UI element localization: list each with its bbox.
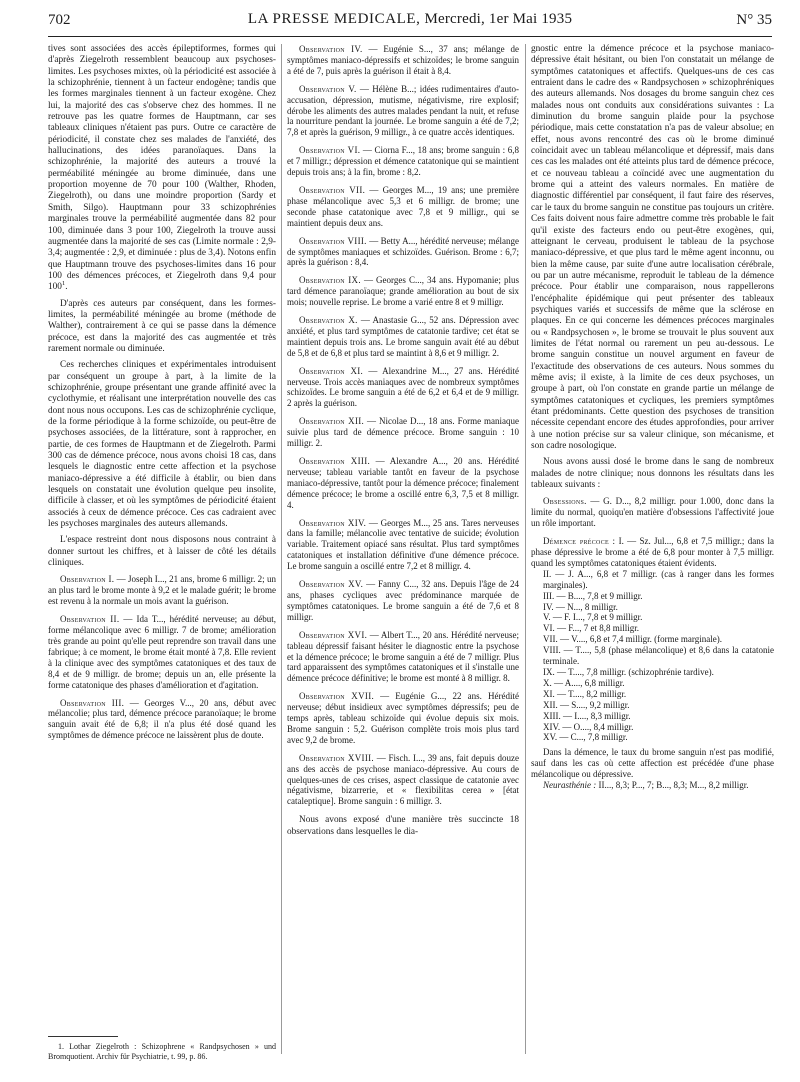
observation-heading: Observation III.: [60, 697, 125, 708]
column-divider: [525, 44, 526, 1054]
observation-text: — Georges M..., 25 ans. Tares nerveuses dans la famille; mélancolie avec tentative de suicide; évolution variable. Traitement opiacé sans résultat. Plus tard symptômes catatoniques et installation définitive d'une démence précoce. Le brome sanguin a oscillé entre 7,2 et 8 milligr. 4.: [287, 517, 520, 572]
observation-heading: Observation VII.: [299, 184, 366, 195]
paragraph: Ces recherches cliniques et expérimentales introduisent par conséquent un groupe à part, à la limite de la schizophrénie, groupe présentant une grande affinité avec la cyclothymie, et réalisant une interprétation nouvelle des cas dont nous nous occupons. Les cas de schizophrénie cyclique, de la forme périodique à la forme schizoïde, ou peut-être de psychoses associées, de la littérature, sont à rapprocher, en partie, de ces formes de Hauptmann et de Ziegelroth. Parmi 300 cas de démence précoce, nous avons choisi 18 cas, dans lesquels le diagnostic entre cette affection et la psychose maniaco-dépressive a été difficile à établir, ou bien dans lesquels on constatait une évolution quelque peu insolite, difficile à classer, et où les symptômes de périodicité étaient associés à ceux de démence précoce. Ces cas cadraient avec les psychoses marginales des auteurs allemands.: [48, 360, 276, 530]
observation-heading: Observation VIII.: [299, 235, 367, 246]
observation: [287, 84, 519, 139]
paragraph: Nous avons exposé d'une manière très succincte 18 observations dans lesquelles le dia-: [287, 815, 519, 837]
observation-heading: Observation XVII.: [299, 691, 375, 702]
observation-heading: Observation XI.: [299, 365, 364, 376]
observation-heading: Observation V.: [299, 83, 357, 94]
observation: [48, 614, 276, 690]
observation-text: — Betty A..., hérédité nerveuse; mélange de symptômes maniaques et schizoïdes. Guérison. Brome : 6,7; après la guérison : 8,4.: [287, 235, 519, 268]
results-list-item: IX. — T...., 7,8 milligr. (schizophrénie tardive).: [543, 667, 714, 677]
results-heading: Obsessions.: [543, 496, 587, 507]
observation: [287, 145, 519, 178]
observation: [287, 416, 519, 449]
observation: [287, 630, 519, 685]
observation-heading: Observation X.: [299, 315, 358, 326]
observation: [287, 366, 519, 410]
observation: [287, 185, 519, 229]
results-heading: Démence précoce :: [543, 536, 616, 547]
observation: [287, 275, 519, 308]
results-text: I. — Sz. Jul..., 6,8 et 7,5 milligr.; dans la phase dépressive le brome a été de 6,8 pour monter à 7,5 milligr. quand les symptômes catatoniques étaient évidents.: [531, 536, 774, 568]
observation: [287, 518, 519, 573]
observation-heading: Observation IX.: [299, 275, 361, 286]
issue-date: Mercredi, 1er Mai 1935: [424, 11, 573, 27]
observation: [48, 698, 276, 742]
observation: [287, 579, 519, 623]
observation-text: — Georges M..., 19 ans; une première phase mélancolique avec 5,3 et 6 milligr. de brome; une seconde phase catatonique avec 7,8 et 9 milligr., qui se maintient depuis deux ans.: [287, 184, 519, 228]
observation-heading: Observation XVI.: [299, 629, 368, 640]
results-list-item: II. — J. A..., 6,8 et 7 milligr. (cas à ranger dans les formes marginales).: [543, 568, 774, 590]
results-list-item: X. — A...., 6,8 milligr.: [543, 677, 625, 688]
observation: [287, 456, 519, 511]
observation-text: — Georges V..., 20 ans, début avec mélancolie; plus tard, démence précoce paranoïaque; le brome sanguin avait été de 6,8; il n'a plus été dosé quand les symptômes de démence précoce ne laissèrent plus de doute.: [48, 697, 276, 741]
observation: [287, 691, 519, 746]
results-list-item: VIII. — T...., 5,8 (phase mélancolique) et 8,6 dans la catatonie terminale.: [543, 645, 774, 667]
observation-heading: Observation IV.: [299, 44, 363, 54]
observation-heading: Observation XIII.: [299, 456, 371, 466]
observation-heading: Observation XIV.: [299, 517, 367, 528]
results-heading: Neurasthénie :: [543, 780, 597, 791]
results-list-item: VI. — F..., 7 et 8,8 milligr.: [543, 623, 640, 634]
footnote-ref: 1: [61, 280, 66, 288]
observation-text: — Albert T..., 20 ans. Hérédité nerveuse; tableau dépressif faisant hésiter le diagnostic entre la psychose et la démence précoce; le brome sanguin a été de 7 milligr. Plus tard apparaissent des symptômes catatoniques et il s'installe une démence précoce définitive; le brome est monté à 8 milligr. 8.: [287, 629, 520, 684]
column-divider: [281, 44, 282, 1054]
observation-heading: Observation I.: [60, 574, 115, 585]
column-left: [48, 44, 276, 748]
results-list-item: XII. — S...., 9,2 milligr.: [543, 699, 630, 710]
observation-text: — Alexandre A..., 20 ans. Hérédité nerveuse; tableau variable tantôt en faveur de la psychose maniaco-dépressive, tantôt pour la démence précoce; finalement démence précoce; le brome a oscillé entre 6,3, 7,5 et 8 milligr. 4.: [287, 456, 519, 510]
observation-text: — Alexandrine M..., 27 ans. Hérédité nerveuse. Trois accès maniaques avec de nombreux symptômes schizoïdes. Le brome sanguin a été de 6,2 et 6,4 et de 9 milligr. 2 après la guérison.: [287, 365, 519, 409]
paragraph-text: tives sont associées des accès épileptiformes, formes qui d'après Ziegelroth ressemblent beaucoup aux psychoses-limites. Les psychoses mixtes, où la périodicité est associée à la schizophrénie, tiennent à un facteur endogène; tandis que les formes marginales tiennent à un facteur exogène. Chez lui, la majorité des cas s'observe chez des hommes. Il ne retrouve pas les quatre formes de Hauptmann, car ses tableaux cliniques n'étaient pas purs. Outre ce caractère de périodicité, il constate chez ses malades de l'anxiété, des hallucinations, des idées paranoïaques. Dans la schizophrénie, la majorité des auteurs a trouvé la perméabilité méningée au brome diminuée, dans une proportion moyenne de 70 pour 100 (Walther, Rhoden, Ziegelroth), ou dans une moindre proportion (Sardy et Smith, Silgo). Hauptmann pour 33 schizophrénies marginales trouve la perméabilité augmentée dans 82 pour 100, diminuée dans 3 pour 100, Ziegelroth la trouve aussi augmentée dans la majorité de ses cas (Limite normale : 2,9-3,4; augmentée : 2,9, et diminuée : plus de 3,4). Notons enfin que Hauptmann trouve des psychoses-limites dans 16 pour 100 des démences précoces, et Ziegelroth dans 9,4 pour 100: [48, 44, 276, 293]
results-list-item: III. — B...., 7,8 et 9 milligr.: [543, 590, 643, 601]
journal-name: LA PRESSE MEDICALE,: [247, 11, 421, 27]
results-list-item: IV. — N..., 8 milligr.: [543, 601, 618, 612]
observation-heading: Observation VI.: [299, 145, 361, 156]
results-neurasthenia: [531, 780, 774, 791]
observation-heading: Observation XVIII.: [299, 752, 374, 763]
observation-heading: Observation II.: [60, 614, 120, 625]
observation-text: — Joseph I..., 21 ans, brome 6 milligr. 2; un an plus tard le brome monte à 9,2 et le malade guérit; le brome est revenu à la normale un mois avant la guérison.: [48, 574, 277, 607]
page-number: 702: [48, 12, 71, 28]
observation-heading: Observation XV.: [299, 579, 364, 590]
results-list-item: VII. — V...., 6,8 et 7,4 milligr. (forme marginale).: [543, 634, 722, 645]
column-right: [531, 44, 774, 798]
observation-text: — Fisch. I..., 39 ans, fait depuis douze ans des accès de psychose maniaco-dépressive. Au cours de quelques-unes de ces crises, aspect classique de catatonie avec négativisme, bizarrerie, et « flexibilitas cerea » [état cataleptique]. Brome sanguin : 6 milligr. 3.: [287, 752, 519, 807]
paragraph: tives sont associées des accès épileptiformes, formes qui d'après Ziegelroth ressemblent beaucoup aux psychoses-limites. Les psychoses mixtes, où la périodicité est associée à la schizophrénie, tiennent à un facteur endogène; tandis que les formes marginales tiennent à un facteur exogène. Chez lui, la majorité des cas s'observe chez des hommes. Il ne retrouve pas les quatre formes de Hauptmann, car ses tableaux cliniques n'étaient pas purs. Outre ce caractère de périodicité, il constate chez ses malades de l'anxiété, des hallucinations, des idées paranoïaques. Dans la schizophrénie, la majorité des auteurs a trouvé la perméabilité méningée au brome diminuée, dans une proportion moyenne de 70 pour 100 (Walther, Rhoden, Ziegelroth), ou dans une moindre proportion (Sardy et Smith, Silgo). Hauptmann pour 33 schizophrénies marginales trouve la perméabilité augmentée dans 82 pour 100, diminuée dans 3 pour 100, Ziegelroth la trouve aussi augmentée dans la majorité de ses cas (Limite normale : 2,9-3,4; augmentée : 2,9, et diminuée : plus de 3,4). Notons enfin que Hauptmann trouve des psychoses-limites dans 16 pour 100 des démences précoces, et Ziegelroth dans 9,4 pour $100^1$.: [48, 44, 276, 293]
observation-text: — Ciorna F..., 18 ans; brome sanguin : 6,8 et 7 milligr.; dépression et démence catatonique qui se maintient depuis trois ans; à la fin, brome : 8,2.: [287, 145, 519, 178]
observation-text: — Ida T..., hérédité nerveuse; au début, forme mélancolique avec 6 milligr. 7 de brome; amélioration très grande au point qu'elle peut reprendre son travail dans une fabrique; à ce moment, le brome était monté à 7,8. Elle revient à la clinique avec des symptômes catatoniques et des taux de 8,4 et de 9 milligr. de brome; depuis un an, elle présente la forme catatonique des phases d'amélioration et d'agitation.: [48, 614, 276, 690]
observation: [48, 574, 276, 607]
observation-text: — Anastasie G..., 52 ans. Dépression avec anxiété, et plus tard symptômes de catatonie tardive; cet état se maintient depuis trois ans. Le brome sanguin avait été au début de 5,8 et de 6,8 et plus tard se maintint à 8,6 et 9 milligr. 2.: [287, 315, 519, 358]
results-text: — G. D..., 8,2 milligr. pour 1.000, donc dans la limite du normal, quoiqu'en matière d'obsessions l'affectivité joue un rôle important.: [531, 496, 774, 529]
observation-text: — Eugénie S..., 37 ans; mélange de symptômes maniaco-dépressifs et schizoïdes; le brome sanguin a été de 7, puis après la guérison il était à 8,4.: [287, 44, 519, 76]
observation-text: — Fanny C..., 32 ans. Depuis l'âge de 24 ans, phases cycliques avec prédominance marquée de symptômes catatoniques. Le brome sanguin a été de 7,6 et 8 milligr.: [287, 579, 519, 622]
observation-heading: Observation XII.: [299, 416, 365, 427]
footnote-rule: [48, 1036, 118, 1037]
observation: [287, 44, 519, 77]
results-text: II..., 8,3; P..., 7; B..., 8,3; M..., 8,2 milligr.: [596, 780, 749, 791]
results-obsessions: [531, 496, 774, 529]
column-middle: [287, 44, 519, 843]
page-header: [48, 10, 772, 37]
observation-text: — Georges C..., 34 ans. Hypomanie; plus tard démence paranoïaque; grande amélioration au bout de six mois; nouvelle reprise. Le brome a varié entre 8 et 9 milligr.: [287, 275, 519, 308]
results-list-item: V. — F. I..., 7,8 et 9 milligr.: [543, 612, 643, 623]
observation: [287, 753, 519, 808]
observation-text: — Eugénie G..., 22 ans. Hérédité nerveuse; début insidieux avec symptômes dépressifs; peu de temps après, tableau schizoïde qui évolue depuis six mois. Brome sanguin : 5,2. Guérison complète trois mois plus tard avec 9,2 de brome.: [287, 691, 519, 745]
observation: [287, 236, 519, 269]
paragraph: Nous avons aussi dosé le brome dans le sang de nombreux malades de notre clinique; nous donnons les résultats dans les tableaux suivants :: [531, 457, 774, 491]
footnote: 1. Lothar Ziegelroth : Schizophrene « Randpsychosen » und Bromquotient. Archiv für Psychiatrie, t. 99, p. 86.: [48, 1042, 276, 1061]
issue-number: N° 35: [736, 12, 772, 28]
paragraph: D'après ces auteurs par conséquent, dans les formes-limites, la perméabilité méningée au brome (méthode de Walther), contrairement à ce qui se passe dans la démence précoce, est dans la majorité des cas augmentée et très rarement normale ou diminuée.: [48, 298, 276, 354]
results-list: [531, 569, 774, 744]
observation: [287, 315, 519, 359]
results-conclusion: Dans la démence, le taux du brome sanguin n'est pas modifié, sauf dans les cas où cette affection est précédée d'une phase mélancolique ou dépressive.: [531, 747, 774, 780]
paragraph: gnostic entre la démence précoce et la psychose maniaco-dépressive était hésitant, ou bien l'on constatait un mélange de symptômes catatoniques et affectifs. Quelques-uns de ces cas entraient dans le cadre des « Randpsychosen » schizophréniques des auteurs allemands. Nos dosages du brome sanguin chez ces malades nous ont conduits aux considérations suivantes : La diminution du brome sanguin plaide pour la psychose périodique, mais cette constatation n'a pas de valeur absolue; en effet, nous avons rencontré des cas où le brome diminué coïncidait avec un tableau mélancolique et dépressif, mais dans ces cas les malades ont été atteints plus tard de démence précoce, et ce nouveau tableau a coïncidé avec une augmentation du brome qui a atteint des valeurs normales. En matière de diagnostic différentiel par conséquent, il faut faire des réserves, car le taux du brome sanguin ne constitue pas toujours un critère. Ces faits doivent nous faire admettre comme très probable le fait qu'il existe des facteurs endo ou peut-être exogènes, qui, atteignant le cerveau, produisent le tableau de la psychose maniaco-dépressive, et que plus tard le même agent inconnu, ou bien la même cause, par suite d'une autre localisation cérébrale, ou par un autre mécanisme, reproduit le tableau de la démence précoce. Pour établir une comparaison, nous rappellerons l'encéphalite épidémique qui peut présenter des tableaux psychiques variés et successifs de même que la sclérose en plaques. En ce qui concerne les démences précoces marginales ou « Randpsychosen », le brome se trouvait le plus souvent aux limites de l'état normal ou rarement un peu au-dessous. Le brome sanguin constitue un nouvel argument en faveur de l'exactitude des observations de ces auteurs. Nous sommes du même avis; il existe, à la limite de ces deux psychoses, un groupe à part, où l'on constate en grande partie un mélange de symptômes catatoniques et cycliques, les premiers symptômes étant prédominants. Cette question des psychoses de transition nécessite cependant encore des études approfondies, pour arriver à une notion précise sur sa valeur clinique, son mécanisme, et son cadre nosologique.: [531, 44, 774, 452]
observation-text: — Nicolae D..., 18 ans. Forme maniaque suivie plus tard de démence précoce. Brome sanguin : 10 milligr. 2.: [287, 416, 520, 449]
paragraph: L'espace restreint dont nous disposons nous contraint à donner surtout les chiffres, et à laisser de côté les détails cliniques.: [48, 535, 276, 569]
results-list-item: XI. — T...., 8,2 milligr.: [543, 688, 627, 699]
results-list-item: XV. — C..., 7,8 milligr.: [543, 732, 628, 743]
journal-title-line: [48, 11, 772, 28]
results-list-item: XIV. — O...., 8,4 milligr.: [543, 721, 634, 732]
results-list-item: XIII. — I...., 8,3 milligr.: [543, 710, 631, 721]
observation-text: — Hélène B...; idées rudimentaires d'auto-accusation, dépression, mutisme, négativisme, rire explosif; dérobe les aliments des autres malades pendant la nuit, et refuse la nourriture pendant la journée. Le brome sanguin a été de 7,2; 7,8 et après la guérison, 9 milligr., à ce quatre accès identiques.: [287, 83, 519, 138]
results-dementia: [531, 536, 774, 569]
